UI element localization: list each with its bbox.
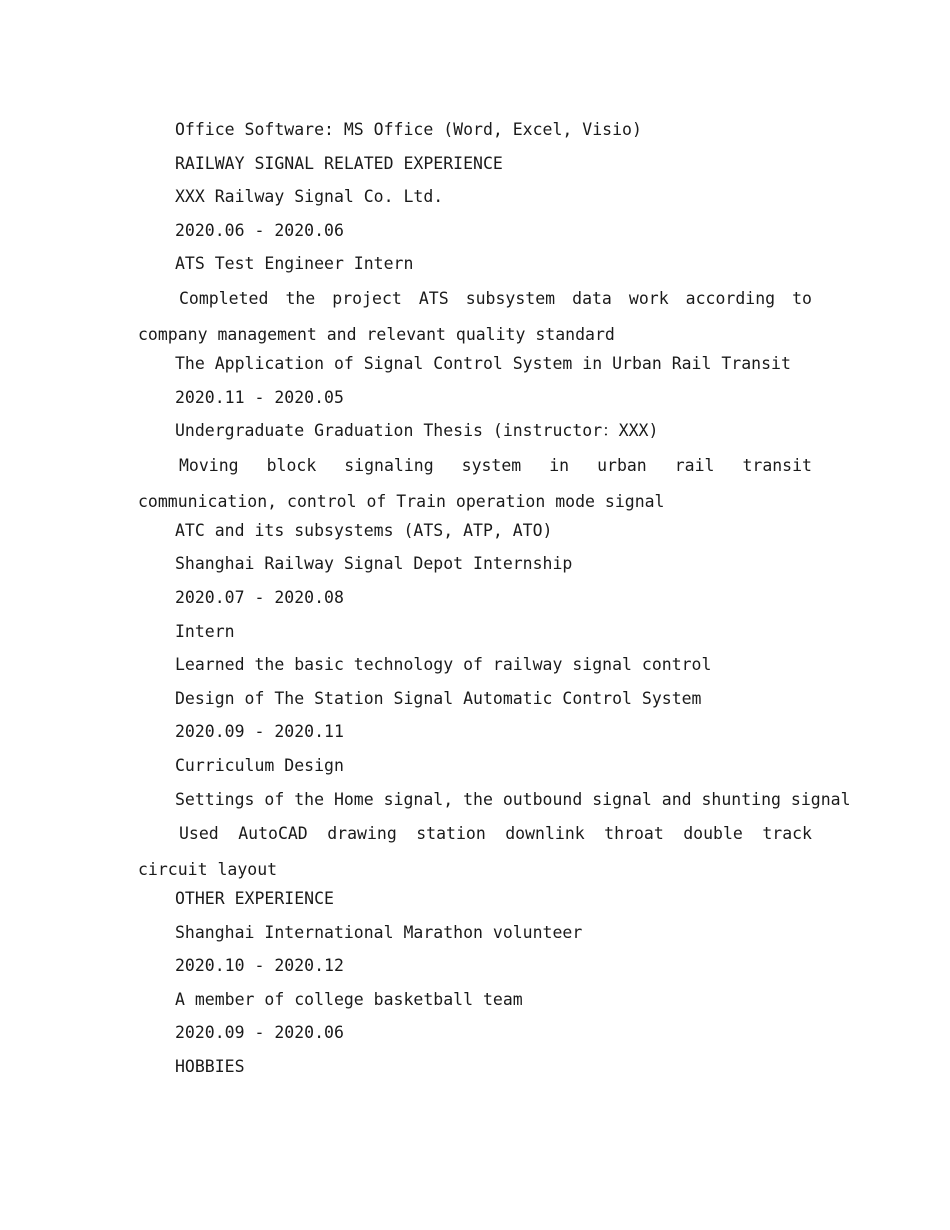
volunteer-title: Shanghai International Marathon volunteer — [175, 922, 583, 942]
date-range: 2020.09 - 2020.11 — [175, 722, 344, 742]
section-heading-other-experience: OTHER EXPERIENCE — [175, 889, 334, 909]
thesis-role: Undergraduate Graduation Thesis (instructor：XXX) — [175, 421, 659, 441]
thesis-title: The Application of Signal Control System in Urban Rail Transit — [175, 353, 791, 373]
internship-title: Shanghai Railway Signal Depot Internship — [175, 554, 573, 574]
thesis-description: Moving block signaling system in urban rail transit communication, control of Train operation mode signal — [138, 455, 812, 511]
section-heading-railway-experience: RAILWAY SIGNAL RELATED EXPERIENCE — [175, 153, 503, 173]
date-range: 2020.11 - 2020.05 — [175, 387, 344, 407]
company-name: XXX Railway Signal Co. Ltd. — [175, 187, 444, 207]
design-role: Curriculum Design — [175, 755, 344, 775]
design-description: Used AutoCAD drawing station downlink throat double track circuit layout — [138, 824, 812, 880]
design-detail: Settings of the Home signal, the outbound signal and shunting signal — [175, 789, 851, 809]
skill-office-software: Office Software: MS Office (Word, Excel, Visio) — [175, 120, 642, 139]
thesis-detail: ATC and its subsystems (ATS, ATP, ATO) — [175, 520, 553, 540]
internship-role: Intern — [175, 621, 235, 641]
section-heading-hobbies: HOBBIES — [175, 1057, 245, 1077]
job-title: ATS Test Engineer Intern — [175, 254, 414, 274]
internship-description: Learned the basic technology of railway signal control — [175, 655, 712, 675]
date-range: 2020.06 - 2020.06 — [175, 220, 344, 240]
job-description: Completed the project ATS subsystem data work according to company management and relevant quality standard — [138, 288, 812, 344]
date-range: 2020.10 - 2020.12 — [175, 956, 344, 976]
date-range: 2020.07 - 2020.08 — [175, 587, 344, 607]
design-title: Design of The Station Signal Automatic Control System — [175, 688, 702, 708]
team-membership: A member of college basketball team — [175, 989, 523, 1009]
date-range: 2020.09 - 2020.06 — [175, 1023, 344, 1043]
